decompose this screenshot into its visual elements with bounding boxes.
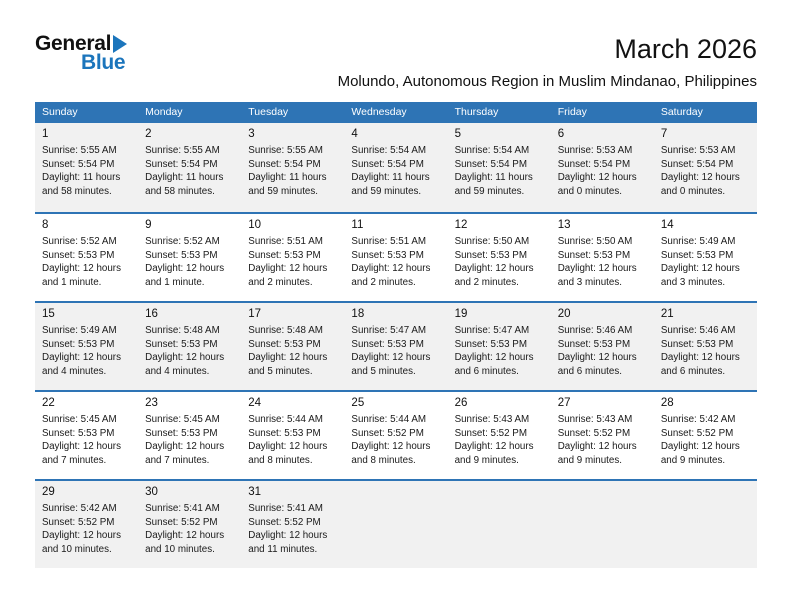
day-number: 31 [248, 486, 262, 498]
sunset-text: Sunset: 5:53 PM [248, 249, 321, 261]
day-cell [35, 303, 138, 390]
title-block [338, 32, 757, 90]
day-cell [654, 214, 757, 301]
daylight-text: Daylight: 12 hours and 8 minutes. [351, 441, 431, 466]
day-number: 5 [454, 128, 461, 140]
week-row [35, 479, 757, 568]
sunset-text: Sunset: 5:53 PM [557, 338, 631, 350]
day-cell [241, 481, 344, 568]
daylight-text: Daylight: 12 hours and 9 minutes. [557, 441, 637, 466]
weekday-label: Friday [557, 106, 587, 118]
empty-day-cell [551, 481, 654, 568]
day-cell [241, 303, 344, 390]
sunrise-text: Sunrise: 5:51 AM [248, 236, 323, 247]
sunrise-text: Sunrise: 5:49 AM [660, 236, 736, 247]
daylight-text: Daylight: 12 hours and 7 minutes. [42, 441, 121, 466]
daylight-text: Daylight: 11 hours and 59 minutes. [351, 172, 430, 197]
weekday-label: Wednesday [351, 106, 407, 118]
sunset-text: Sunset: 5:54 PM [557, 158, 631, 170]
calendar-table [35, 102, 757, 568]
week-row [35, 123, 757, 212]
day-cell [344, 123, 447, 212]
day-cell [344, 214, 447, 301]
sunset-text: Sunset: 5:53 PM [454, 249, 527, 261]
day-number: 19 [454, 308, 468, 320]
day-number: 29 [42, 486, 55, 498]
daylight-text: Daylight: 12 hours and 1 minute. [42, 263, 121, 288]
sunrise-text: Sunrise: 5:54 AM [454, 145, 530, 156]
location-subtitle: Molundo, Autonomous Region in Muslim Mindanao, Philippines [337, 73, 757, 90]
daylight-text: Daylight: 12 hours and 9 minutes. [454, 441, 534, 466]
sunrise-text: Sunrise: 5:55 AM [248, 145, 323, 156]
sunset-text: Sunset: 5:52 PM [248, 516, 321, 528]
day-cell [551, 123, 654, 212]
day-number: 16 [145, 308, 158, 320]
sunrise-text: Sunrise: 5:46 AM [557, 325, 633, 336]
sunrise-text: Sunrise: 5:41 AM [145, 503, 220, 514]
day-cell [448, 303, 551, 390]
sunrise-text: Sunrise: 5:42 AM [660, 414, 736, 425]
day-cell [344, 303, 447, 390]
day-number: 21 [660, 308, 674, 320]
day-cell [344, 392, 447, 479]
day-number: 23 [145, 397, 158, 409]
sunrise-text: Sunrise: 5:43 AM [454, 414, 530, 425]
day-number: 26 [454, 397, 468, 409]
calendar-body [35, 123, 757, 568]
day-cell [35, 481, 138, 568]
sunrise-text: Sunrise: 5:44 AM [248, 414, 323, 425]
daylight-text: Daylight: 12 hours and 11 minutes. [248, 530, 328, 555]
sunrise-text: Sunrise: 5:42 AM [42, 503, 117, 514]
sunrise-text: Sunrise: 5:46 AM [660, 325, 736, 336]
day-number: 12 [454, 219, 468, 231]
sunrise-text: Sunrise: 5:50 AM [454, 236, 530, 247]
empty-day-cell [344, 481, 447, 568]
daylight-text: Daylight: 12 hours and 9 minutes. [660, 441, 740, 466]
week-row [35, 212, 757, 301]
sunset-text: Sunset: 5:53 PM [145, 249, 218, 261]
month-title: March 2026 [614, 34, 757, 64]
day-cell [654, 392, 757, 479]
sunrise-text: Sunrise: 5:48 AM [248, 325, 323, 336]
daylight-text: Daylight: 12 hours and 7 minutes. [145, 441, 225, 466]
sunrise-text: Sunrise: 5:47 AM [351, 325, 427, 336]
day-number: 15 [42, 308, 55, 320]
sunset-text: Sunset: 5:53 PM [145, 338, 218, 350]
sunrise-text: Sunrise: 5:45 AM [145, 414, 220, 425]
day-cell [35, 392, 138, 479]
logo-text-general: General [35, 32, 112, 55]
daylight-text: Daylight: 12 hours and 6 minutes. [557, 352, 637, 377]
day-cell [138, 303, 241, 390]
day-cell [551, 392, 654, 479]
daylight-text: Daylight: 12 hours and 5 minutes. [248, 352, 328, 377]
daylight-text: Daylight: 11 hours and 59 minutes. [454, 172, 533, 197]
sunset-text: Sunset: 5:53 PM [42, 249, 115, 261]
day-cell [138, 123, 241, 212]
daylight-text: Daylight: 12 hours and 2 minutes. [351, 263, 431, 288]
week-row [35, 390, 757, 479]
sunset-text: Sunset: 5:52 PM [557, 427, 631, 439]
day-number: 2 [145, 128, 152, 140]
weekday-label: Sunday [42, 106, 78, 118]
sunset-text: Sunset: 5:54 PM [454, 158, 527, 170]
day-number: 17 [248, 308, 262, 320]
sunrise-text: Sunrise: 5:52 AM [42, 236, 117, 247]
sunset-text: Sunset: 5:53 PM [42, 427, 115, 439]
day-cell [448, 392, 551, 479]
sunrise-text: Sunrise: 5:53 AM [660, 145, 736, 156]
day-number: 10 [248, 219, 262, 231]
daylight-text: Daylight: 12 hours and 10 minutes. [145, 530, 225, 555]
day-number: 27 [557, 397, 571, 409]
day-cell [138, 392, 241, 479]
sunrise-text: Sunrise: 5:41 AM [248, 503, 323, 514]
day-number: 6 [557, 128, 565, 140]
sunset-text: Sunset: 5:53 PM [557, 249, 631, 261]
sunset-text: Sunset: 5:54 PM [660, 158, 734, 170]
day-number: 30 [145, 486, 158, 498]
day-cell [241, 392, 344, 479]
sunset-text: Sunset: 5:53 PM [454, 338, 527, 350]
daylight-text: Daylight: 12 hours and 6 minutes. [660, 352, 740, 377]
daylight-text: Daylight: 12 hours and 10 minutes. [42, 530, 121, 555]
daylight-text: Daylight: 12 hours and 2 minutes. [248, 263, 328, 288]
day-number: 7 [660, 128, 668, 140]
daylight-text: Daylight: 12 hours and 0 minutes. [557, 172, 637, 197]
sunset-text: Sunset: 5:52 PM [351, 427, 424, 439]
sunset-text: Sunset: 5:53 PM [248, 427, 321, 439]
sunset-text: Sunset: 5:52 PM [454, 427, 527, 439]
daylight-text: Daylight: 12 hours and 8 minutes. [248, 441, 328, 466]
sunrise-text: Sunrise: 5:47 AM [454, 325, 530, 336]
daylight-text: Daylight: 12 hours and 1 minute. [145, 263, 225, 288]
daylight-text: Daylight: 11 hours and 58 minutes. [145, 172, 224, 197]
day-number: 14 [660, 219, 674, 231]
day-number: 3 [248, 128, 255, 140]
sunrise-text: Sunrise: 5:43 AM [557, 414, 633, 425]
day-number: 20 [557, 308, 571, 320]
weekday-label: Tuesday [248, 106, 289, 118]
day-cell [654, 303, 757, 390]
sunrise-text: Sunrise: 5:49 AM [42, 325, 117, 336]
sunrise-text: Sunrise: 5:44 AM [351, 414, 427, 425]
day-number: 4 [351, 128, 358, 140]
sunrise-text: Sunrise: 5:51 AM [351, 236, 427, 247]
sunset-text: Sunset: 5:52 PM [145, 516, 218, 528]
sunset-text: Sunset: 5:53 PM [42, 338, 115, 350]
day-cell [448, 123, 551, 212]
daylight-text: Daylight: 12 hours and 5 minutes. [351, 352, 431, 377]
logo-text-blue: Blue [81, 51, 126, 74]
sunset-text: Sunset: 5:54 PM [248, 158, 321, 170]
day-number: 18 [351, 308, 365, 320]
day-cell [551, 214, 654, 301]
sunset-text: Sunset: 5:52 PM [660, 427, 734, 439]
sunset-text: Sunset: 5:53 PM [660, 338, 734, 350]
day-number: 1 [42, 128, 49, 140]
sunrise-text: Sunrise: 5:53 AM [557, 145, 633, 156]
day-cell [138, 481, 241, 568]
daylight-text: Daylight: 12 hours and 0 minutes. [660, 172, 740, 197]
daylight-text: Daylight: 11 hours and 59 minutes. [248, 172, 327, 197]
day-cell [138, 214, 241, 301]
sunrise-text: Sunrise: 5:52 AM [145, 236, 220, 247]
sunrise-text: Sunrise: 5:48 AM [145, 325, 220, 336]
day-number: 24 [248, 397, 262, 409]
day-number: 28 [660, 397, 674, 409]
weekday-label: Thursday [454, 106, 499, 118]
sunset-text: Sunset: 5:53 PM [351, 338, 424, 350]
day-number: 25 [351, 397, 365, 409]
day-cell [35, 214, 138, 301]
daylight-text: Daylight: 11 hours and 58 minutes. [42, 172, 121, 197]
day-cell [551, 303, 654, 390]
daylight-text: Daylight: 12 hours and 3 minutes. [557, 263, 637, 288]
sunset-text: Sunset: 5:54 PM [42, 158, 115, 170]
general-blue-logo [35, 32, 127, 75]
week-row [35, 301, 757, 390]
daylight-text: Daylight: 12 hours and 3 minutes. [660, 263, 740, 288]
day-cell [241, 214, 344, 301]
daylight-text: Daylight: 12 hours and 4 minutes. [42, 352, 121, 377]
weekday-label: Monday [145, 106, 183, 118]
day-cell [448, 214, 551, 301]
day-number: 13 [557, 219, 571, 231]
day-number: 22 [42, 397, 55, 409]
sunset-text: Sunset: 5:52 PM [42, 516, 115, 528]
sunrise-text: Sunrise: 5:54 AM [351, 145, 427, 156]
daylight-text: Daylight: 12 hours and 4 minutes. [145, 352, 225, 377]
sunrise-text: Sunrise: 5:50 AM [557, 236, 633, 247]
sunset-text: Sunset: 5:54 PM [145, 158, 218, 170]
sunset-text: Sunset: 5:53 PM [351, 249, 424, 261]
sunset-text: Sunset: 5:53 PM [660, 249, 734, 261]
weekday-label: Saturday [660, 106, 703, 118]
day-number: 9 [145, 219, 152, 231]
daylight-text: Daylight: 12 hours and 2 minutes. [454, 263, 534, 288]
weekday-header-row [35, 102, 757, 123]
page-header [0, 0, 792, 90]
day-cell [35, 123, 138, 212]
daylight-text: Daylight: 12 hours and 6 minutes. [454, 352, 534, 377]
empty-day-cell [448, 481, 551, 568]
sunrise-text: Sunrise: 5:55 AM [145, 145, 220, 156]
sunset-text: Sunset: 5:53 PM [248, 338, 321, 350]
day-cell [241, 123, 344, 212]
day-cell [654, 123, 757, 212]
empty-day-cell [654, 481, 757, 568]
sunrise-text: Sunrise: 5:55 AM [42, 145, 117, 156]
sunset-text: Sunset: 5:53 PM [145, 427, 218, 439]
sunrise-text: Sunrise: 5:45 AM [42, 414, 117, 425]
sunset-text: Sunset: 5:54 PM [351, 158, 424, 170]
day-number: 8 [42, 219, 49, 231]
day-number: 11 [351, 219, 364, 231]
